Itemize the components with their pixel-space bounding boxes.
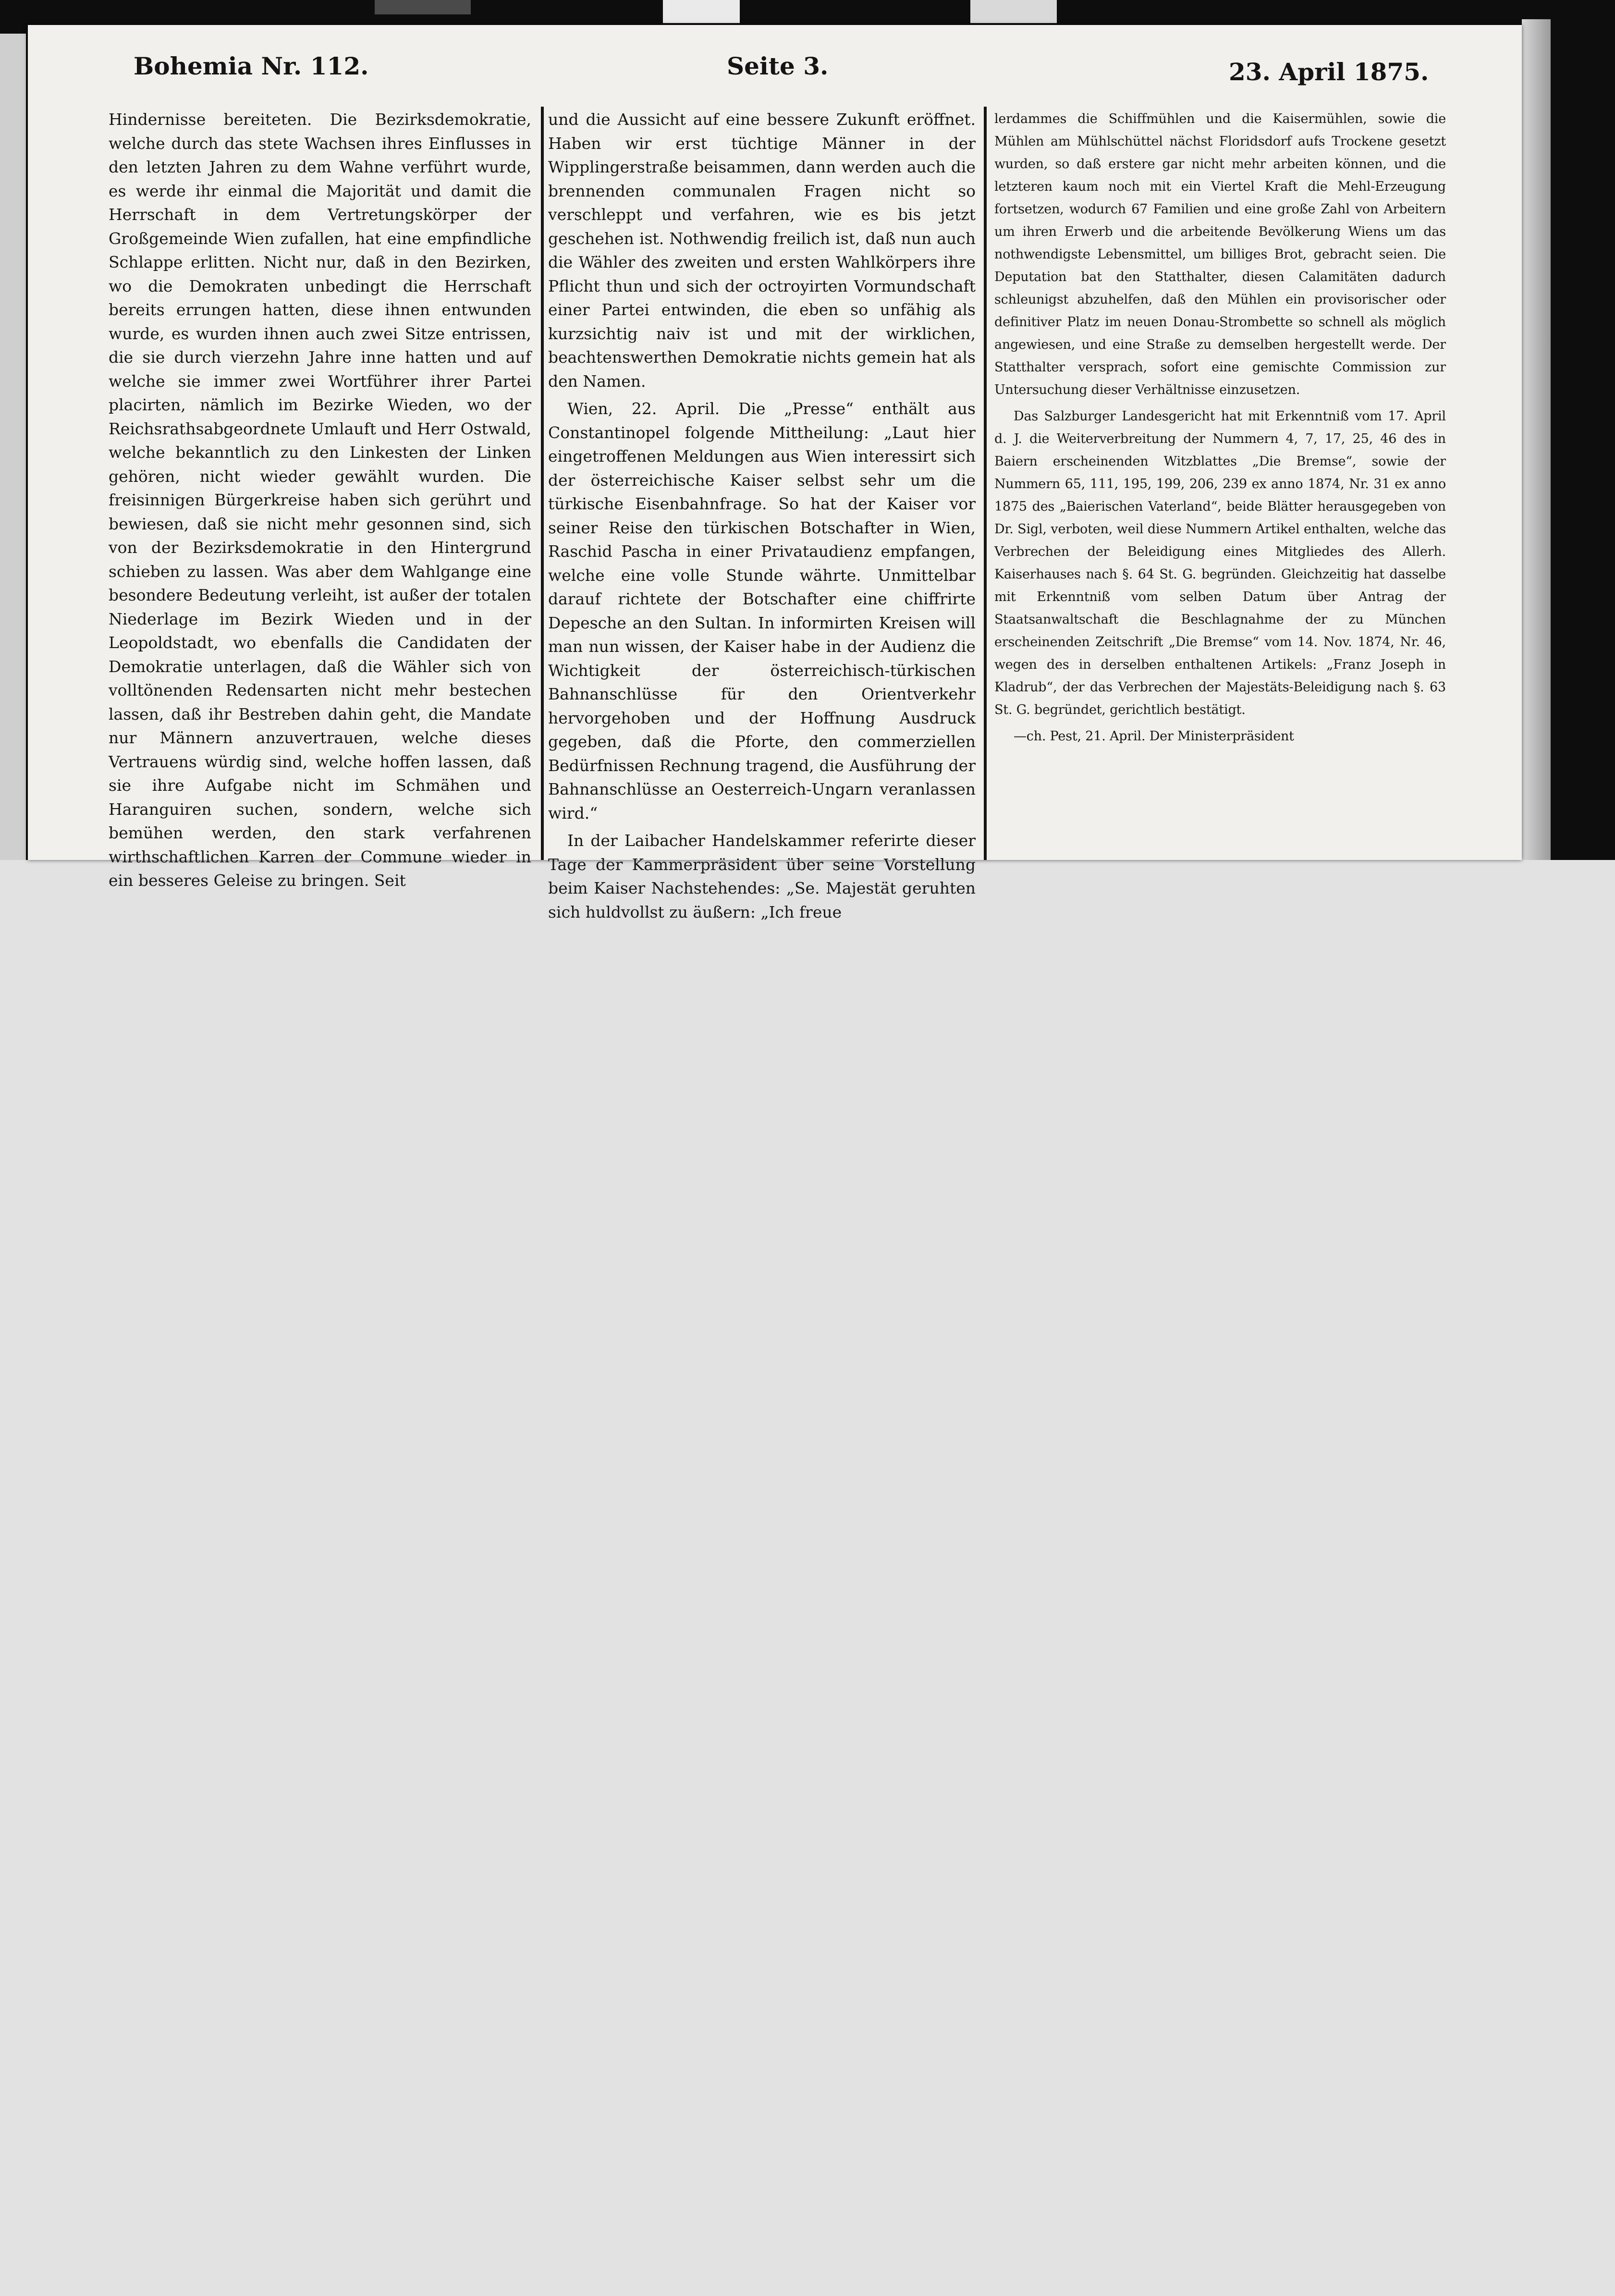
page-edge-shadow: [1522, 19, 1551, 860]
paragraph: und die Aussicht auf eine bessere Zukunft eröffnet. Haben wir erst tüchtige Männer in der Wipplingerstraße beisammen, dann werden auch die brennenden communalen Fragen nicht so verschleppt und verfahren, wie es bis jetzt geschehen ist. Nothwendig freilich ist, daß nun auch die Wähler des zweiten und ersten Wahlkörpers ihre Pflicht thun und sich der octroyirten Vormundschaft einer Partei entwinden, die eben so unfähig als kurzsichtig naiv ist und mit der wirklichen, beachtenswerthen Demokratie nichts gemein hat als den Namen.: [548, 110, 976, 391]
previous-page-edge: [0, 34, 26, 860]
scan-artifact: [375, 0, 471, 14]
page-number: Seite 3.: [727, 52, 829, 80]
scan-artifact: [970, 0, 1057, 23]
paragraph: Wien, 22. April. Die „Presse“ enthält aus Constantinopel folgende Mittheilung: „Laut hier eingetroffenen Meldungen aus Wien interessirt sich der österreichische Kaiser selbst sehr um die türkische Eisenbahnfrage. So hat der Kaiser vor seiner Reise den türkischen Botschafter in Wien, Raschid Pascha in einer Privataudienz empfangen, welche eine volle Stunde währte. Unmittelbar darauf richtete der Botschafter eine chiffrirte Depesche an den Sultan. In informirten Kreisen will man nun wissen, der Kaiser habe in der Audienz die Wichtigkeit der österreichisch-türkischen Bahnanschlüsse für den Orientverkehr hervorgehoben und der Hoffnung Ausdruck gegeben, daß die Pforte, den commerziellen Bedürfnissen Rechnung tragend, die Ausführung der Bahnanschlüsse an Oesterreich-Ungarn veranlassen wird.“: [548, 399, 976, 823]
paragraph: Das Salzburger Landesgericht hat mit Erkenntniß vom 17. April d. J. die Weiterverbreitung der Nummern 4, 7, 17, 25, 46 des in Baiern erscheinenden Witzblattes „Die Bremse“, sowie der Nummern 65, 111, 195, 199, 206, 239 ex anno 1874, Nr. 31 ex anno 1875 des „Baierischen Vaterland“, beide Blätter herausgegeben von Dr. Sigl, verboten, weil diese Nummern Artikel enthalten, welche das Verbrechen der Beleidigung eines Mitgliedes des Allerh. Kaiserhauses nach §. 64 St. G. begründen. Gleichzeitig hat dasselbe mit Erkenntniß vom selben Datum über Antrag der Staatsanwaltschaft die Beschlagnahme der zu München erscheinenden Zeitschrift „Die Bremse“ vom 14. Nov. 1874, Nr. 46, wegen des in derselben enthaltenen Artikels: „Franz Joseph in Kladrub“, der das Verbrechen der Majestäts-Beleidigung nach §. 63 St. G. begründet, gerichtlich bestätigt.: [994, 409, 1446, 717]
column-1: [109, 108, 531, 890]
newspaper-page: [28, 25, 1522, 921]
issue-date: 23. April 1875.: [1229, 58, 1429, 86]
scan-artifact: [663, 0, 740, 23]
scan-background: [0, 0, 1615, 921]
column-rule: [541, 107, 544, 860]
paragraph: In der Laibacher Handelskammer referirte dieser Tage der Kammerpräsident über seine Vorstellung beim Kaiser Nachstehendes: „Se. Majestät geruhten sich huldvollst zu äußern: „Ich freue: [548, 831, 976, 921]
column-3: [994, 108, 1446, 857]
paragraph: —ch. Pest, 21. April. Der Ministerpräsident: [1014, 729, 1294, 744]
masthead-issue: Bohemia Nr. 112.: [134, 52, 369, 80]
paragraph: Hindernisse bereiteten. Die Bezirksdemokratie, welche durch das stete Wachsen ihres Einflusses in den letzten Jahren zu dem Wahne verführt wurde, es werde ihr einmal die Majorität und damit die Herrschaft in dem Vertretungskörper der Großgemeinde Wien zufallen, hat eine empfindliche Schlappe erlitten. Nicht nur, daß in den Bezirken, wo die Demokraten unbedingt die Herrschaft bereits errungen hatten, diese ihnen entwunden wurde, es wurden ihnen auch zwei Sitze entrissen, die sie durch vierzehn Jahre inne hatten und auf welche sie immer zwei Wortführer ihrer Partei placirten, nämlich im Bezirke Wieden, wo der Reichsrathsabgeordnete Umlauft und Herr Ostwald, welche bekanntlich zu den Linkesten der Linken gehören, nicht wieder gewählt wurden. Die freisinnigen Bürgerkreise haben sich gerührt und bewiesen, daß sie nicht mehr gesonnen sind, sich von der Bezirksdemokratie in den Hintergrund schieben zu lassen. Was aber dem Wahlgange eine besondere Bedeutung verleiht, ist außer der totalen Niederlage im Bezirk Wieden und in der Leopoldstadt, wo ebenfalls die Candidaten der Demokratie unterlagen, daß die Wähler sich von volltönenden Redensarten nicht mehr bestechen lassen, daß ihr Bestreben dahin geht, die Mandate nur Männern anzuvertrauen, welche dieses Vertrauens würdig sind, welche hoffen lassen, daß sie ihre Aufgabe nicht im Schmähen und Haranguiren suchen, sondern, welche sich bemühen werden, den stark verfahrenen wirthschaftlichen Karren der Commune wieder in ein besseres Geleise zu bringen. Seit: [109, 110, 531, 890]
paragraph: lerdammes die Schiffmühlen und die Kaisermühlen, sowie die Mühlen am Mühlschüttel nächst Floridsdorf aufs Trockene gesetzt wurden, so daß erstere gar nicht mehr arbeiten können, und die letzteren kaum noch mit ein Viertel Kraft die Mehl-Erzeugung fortsetzen, wodurch 67 Familien und eine große Zahl von Arbeitern um ihren Erwerb und die arbeitende Bevölkerung Wiens um das nothwendigste Lebensmittel, um billiges Brot, gebracht seien. Die Deputation bat den Statthalter, diesen Calamitäten dadurch schleunigst abzuhelfen, daß den Mühlen ein provisorischer oder definitiver Platz im neuen Donau-Strombette so schnell als möglich angewiesen, und eine Straße zu demselben hergestellt werde. Der Statthalter versprach, sofort eine gemischte Commission zur Untersuchung dieser Verhältnisse einzusetzen.: [994, 111, 1446, 397]
column-2: [548, 108, 976, 921]
page-header: [28, 52, 1522, 105]
column-rule: [984, 107, 987, 860]
